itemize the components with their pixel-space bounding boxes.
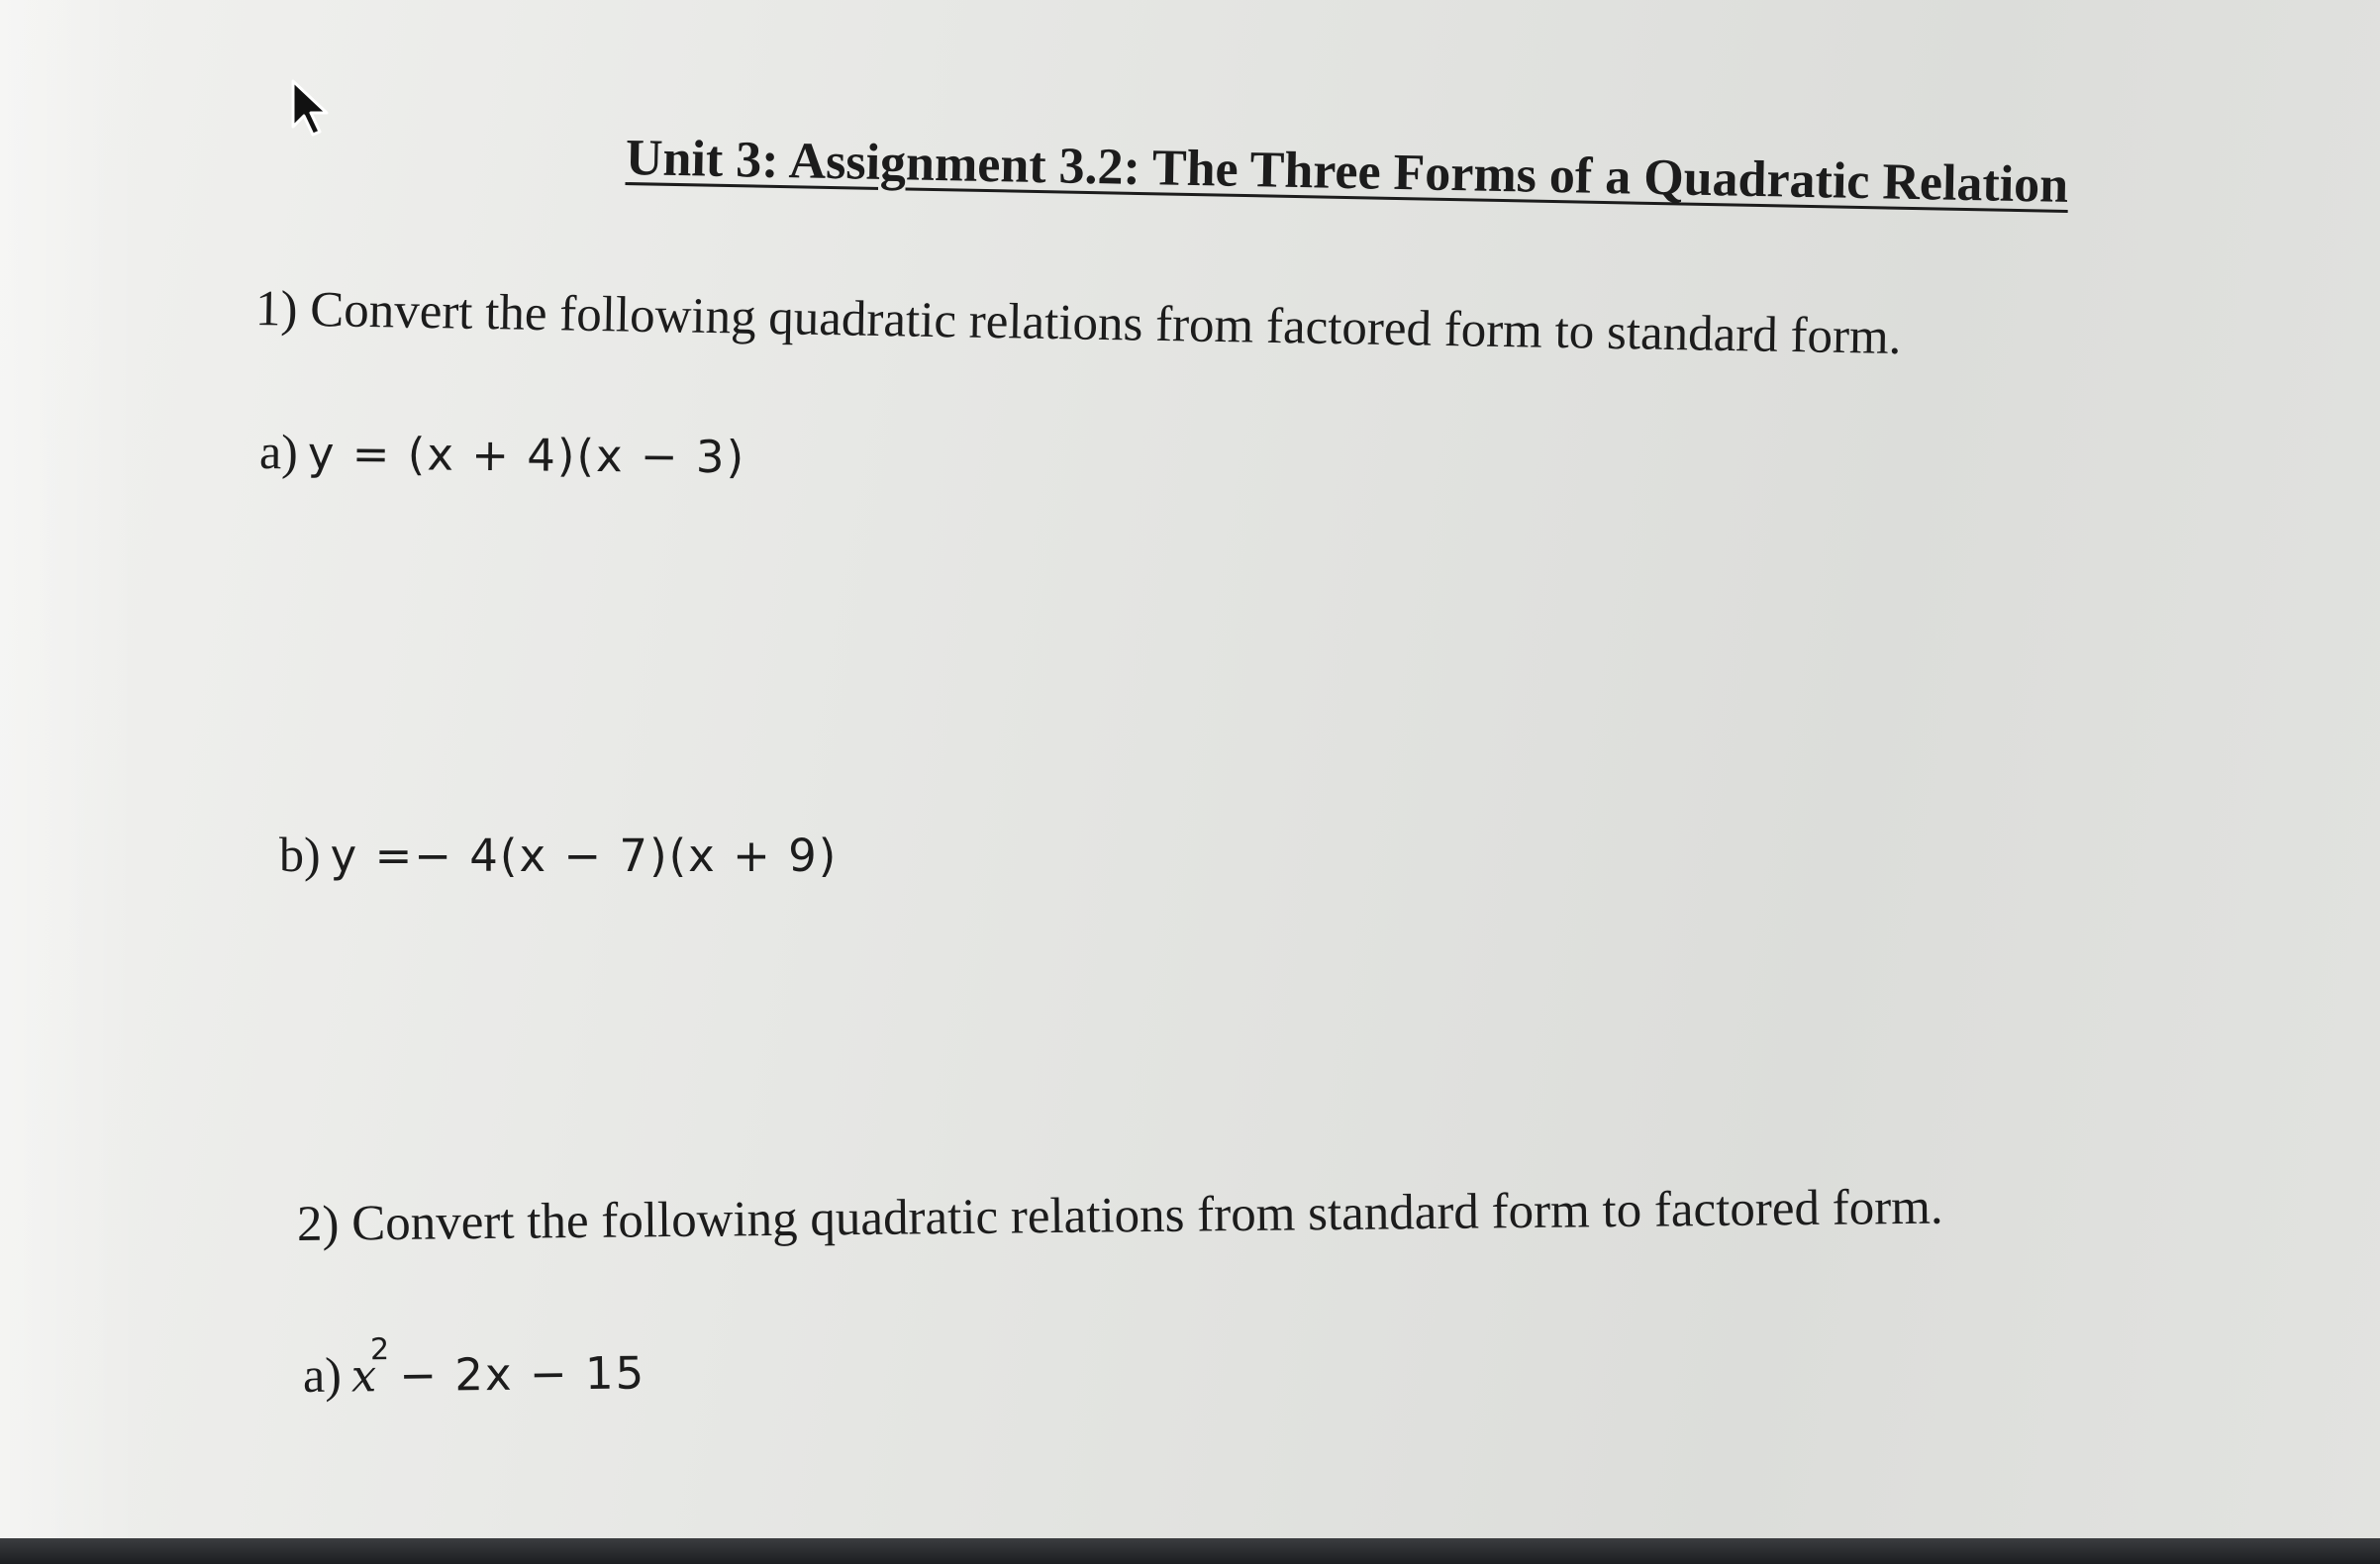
- exponent: 2: [369, 1332, 392, 1368]
- question-2-prompt: 2) Convert the following quadratic relations from standard form to factored form.: [296, 1179, 1943, 1252]
- light-glare: [0, 0, 139, 1564]
- question-1b: [279, 826, 838, 883]
- page-title: Unit 3: Assignment 3.2: The Three Forms of a Quadratic Relation: [625, 130, 2069, 214]
- item-label: a): [302, 1346, 343, 1403]
- variable: x: [350, 1349, 379, 1403]
- equation: y =− 4(x − 7)(x + 9): [330, 830, 839, 882]
- equation: y = (x + 4)(x − 3): [307, 427, 746, 484]
- screen-bezel: [0, 1538, 2380, 1564]
- question-1-prompt: 1) Convert the following quadratic relations from factored form to standard form.: [254, 281, 1902, 366]
- question-2a: [302, 1332, 646, 1404]
- mouse-pointer-icon: [289, 77, 335, 139]
- equation-remainder: − 2x − 15: [399, 1346, 646, 1402]
- question-1a: [259, 423, 746, 484]
- item-label: b): [279, 827, 321, 882]
- item-label: a): [258, 424, 299, 480]
